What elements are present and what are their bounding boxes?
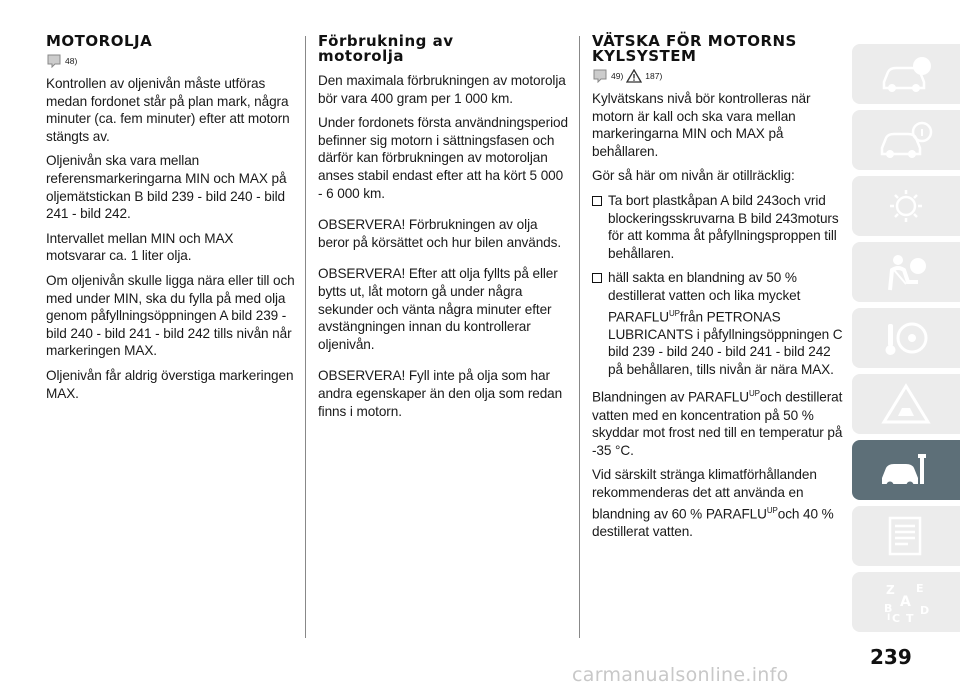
paragraph: Kylvätskans nivå bör kontrolleras när motorn är kall och ska vara mellan markeringarna MIN och MAX på behållaren. [592,91,811,159]
tab-safety[interactable] [852,242,960,302]
paragraph: Gör så här om nivån är otillräcklig: [592,168,795,184]
tab-light[interactable] [852,176,960,236]
column-motorolja [46,34,296,409]
column-kylsystem [592,34,847,547]
svg-text:I: I [887,613,891,623]
car-wrench-icon [878,448,934,492]
seatbelt-airbag-icon [878,250,934,294]
section-heading-line2: KYLSYSTEM [592,47,697,65]
paragraph: Kontrollen av oljenivån måste utföras medan fordonet står på plan mark, några minuter (ca. fem minuter) efter att motorn stängts av. [46,76,290,144]
checkbox-bullet-icon [592,273,602,283]
paragraph: Oljenivån ska vara mellan referensmarkeringarna MIN och MAX på oljemätstickan B bild 239 - bild 240 - bild 241 - bild 242. [46,153,287,222]
paragraph: Den maximala förbrukningen av motorolja bör vara 400 gram per 1 000 km. [318,73,566,106]
car-info-icon [878,52,934,96]
warning-reference [46,52,296,70]
technical-data-icon [878,514,934,558]
tab-starting-driving[interactable] [852,308,960,368]
section-heading-line1: Förbrukning av [318,32,454,50]
reference-number: 48) [65,56,78,66]
paragraph: Blandningen av $PARAFLU^{UP}och$ destillerat vatten med en koncentration på 50 % skyddar mot frost ned till en temperatur på -35 °C. [592,389,843,458]
tab-index[interactable] [852,572,960,632]
paragraph: OBSERVERA! Fyll inte på olja som har andra egenskaper än den olja som redan finns i motorn. [318,368,563,419]
tab-car-info[interactable] [852,44,960,104]
list-item [592,192,847,262]
note-icon [592,69,608,83]
svg-text:D: D [920,604,930,617]
warning-triangle-icon [626,69,642,83]
paragraph: Under fordonets första användningsperiod befinner sig motorn i sättningsfasen och därför kan förbrukningen av motoroljan anses stabil endast efter att ha kört 5 000 - 6 000 km. [318,115,568,201]
warning-triangle-icon [878,382,934,426]
paragraph: Om oljenivån skulle ligga nära eller till och med under MIN, ska du fylla på med olja genom påfyllningsöppningen A bild 239 - bild 240 - bild 241 - bild 242 tills nivån når markeringen MAX. [46,272,295,359]
paragraph: Oljenivån får aldrig överstiga markeringen MAX. [46,367,294,401]
svg-text:E: E [916,582,924,595]
column-forbrukning [318,34,570,427]
svg-text:B: B [884,602,893,615]
svg-text:Z: Z [886,583,895,597]
page-number: 239 [870,645,912,669]
reference-number: 49) [611,71,624,81]
car-dashboard-icon [878,118,934,162]
paragraph: OBSERVERA! Efter att olja fyllts på eller bytts ut, låt motorn gå under några sekunder och vänta några minuter efter avstängningen innan du kontrollerar oljenivån. [318,266,558,352]
svg-text:C: C [892,612,901,624]
steering-wheel-key-icon [878,316,934,360]
tab-technical-data[interactable] [852,506,960,566]
list-item-text: häll sakta en blandning av 50 % destillerat vatten och lika mycket $PARAFLU^{UP}från$ PETRONAS LUBRICANTS i påfyllningsöppningen C bild 239 - bild 240 - bild 241 - bild 242 på behållaren, tills nivån är nära MAX. [608,270,843,377]
reference-number: 187) [645,71,663,81]
section-heading-line2: motorolja [318,47,405,65]
alphabetical-index-icon [878,580,934,624]
list-item-text: Ta bort plastkåpan A bild 243och vrid blockeringsskruvarna B bild 243moturs för att komma åt påfyllningsproppen till behållaren. [608,192,839,261]
warning-reference [592,67,847,85]
svg-text:A: A [900,594,911,610]
note-icon [46,54,62,68]
paragraph: Intervallet mellan MIN och MAX motsvarar ca. 1 liter olja. [46,230,234,264]
watermark: carmanualsonline.info [572,664,789,686]
tab-emergency[interactable] [852,374,960,434]
svg-text:T: T [906,612,914,624]
list-item [592,269,847,378]
section-heading-line1: VÄTSKA FÖR MOTORNS [592,32,797,50]
paragraph: Vid särskilt stränga klimatförhållanden rekommenderas det att använda en blandning av 60 % $PARAFLU^{UP}och$ 40 % destillerat vatten. [592,467,834,539]
light-icon [878,184,934,228]
checkbox-bullet-icon [592,196,602,206]
section-heading: MOTOROLJA [46,32,153,50]
tab-maintenance[interactable] [852,440,960,500]
column-divider [305,36,306,638]
column-divider [579,36,580,638]
tab-dashboard[interactable] [852,110,960,170]
paragraph: OBSERVERA! Förbrukningen av olja beror på körsättet och hur bilen används. [318,217,562,250]
